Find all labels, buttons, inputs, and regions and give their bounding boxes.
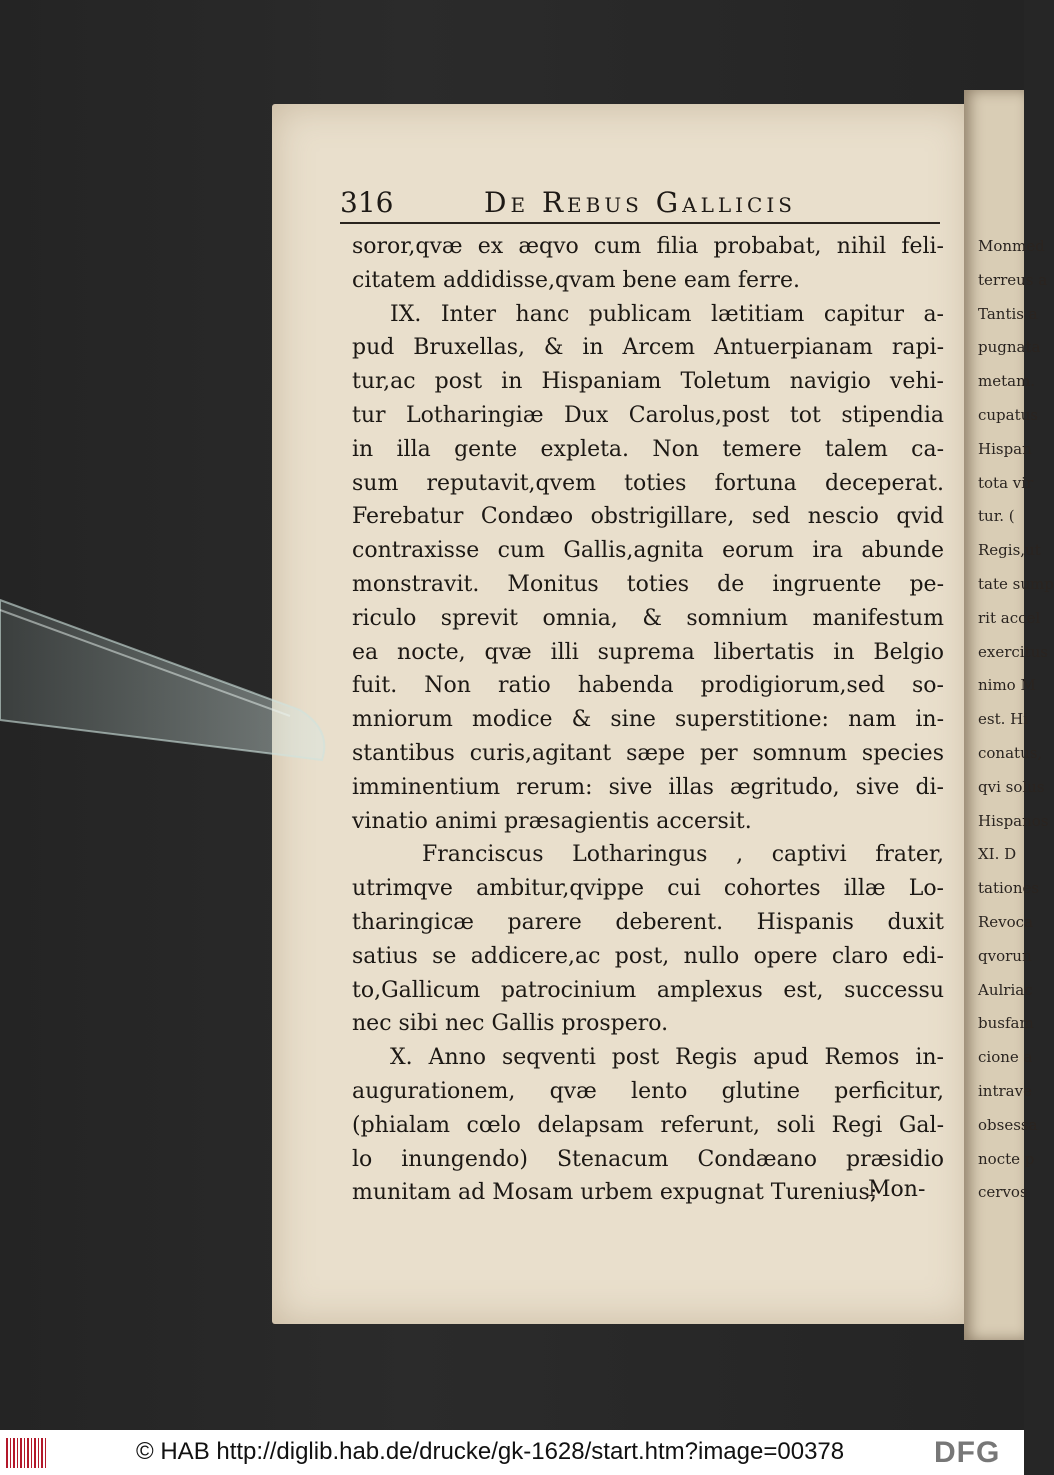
text-line: tur Lotharingiæ Dux Carolus,post tot stipendia	[352, 402, 944, 428]
text-line: sum reputavit,qvem toties fortuna deceperat.	[352, 470, 944, 496]
text-line: riculo sprevit omnia, & somnium manifestum	[352, 605, 944, 631]
running-head: De Rebus Gallicis	[484, 186, 796, 219]
text-line: soror,qvæ ex æqvo cum filia probabat, nihil feli-	[352, 234, 944, 259]
facing-text-line: qvi solus	[978, 777, 1045, 796]
text-line: Franciscus Lotharingus , captivi frater,	[422, 842, 944, 868]
text-line: mniorum modice & sine superstitione: nam in-	[352, 707, 944, 733]
facing-text-line: Regis,ut	[978, 541, 1041, 560]
facing-text-line: Tantis a	[978, 304, 1038, 323]
facing-text-line: busfam	[978, 1014, 1034, 1033]
footer-bar	[0, 1430, 1024, 1475]
text-line: imminentium rerum: sive illas ægritudo, sive di-	[352, 774, 944, 800]
text-line: X. Anno seqventi post Regis apud Remos in-	[390, 1045, 944, 1071]
facing-text-line: tur. (	[978, 507, 1015, 526]
text-line: monstravit. Monitus toties de ingruente pe-	[352, 571, 944, 597]
text-line: to,Gallicum patrocinium amplexus est, successu	[352, 977, 944, 1003]
facing-text-line: cervos	[978, 1183, 1028, 1202]
facing-text-line: metam.	[978, 372, 1036, 391]
facing-text-line: tationes	[978, 879, 1040, 898]
facing-text-line: qvorun	[978, 946, 1032, 965]
text-line: contraxisse cum Gallis,agnita eorum ira abunde	[352, 538, 944, 564]
facing-text-line: tate sump	[978, 574, 1054, 593]
text-line: Ferebatur Condæo obstrigillare, sed nescio qvid	[352, 504, 944, 530]
text-line: munitam ad Mosam urbem expugnat Turenius;	[352, 1180, 878, 1206]
text-line: augurationem, qvæ lento glutine perficitur,	[352, 1078, 944, 1104]
facing-text-line: Hispanos	[978, 811, 1049, 830]
text-line: in illa gente expleta. Non temere talem ca-	[352, 436, 944, 462]
dfg-logo: DFG	[934, 1436, 1001, 1469]
facing-text-line: Hispan	[978, 439, 1032, 458]
facing-text-line: obsessa	[978, 1115, 1038, 1134]
facing-text-line: terreus a	[978, 270, 1048, 289]
text-line: citatem addidisse,qvam bene eam ferre.	[352, 267, 801, 293]
facing-text-line: XI. D	[978, 845, 1017, 864]
facing-text-line: Revoca	[978, 912, 1034, 931]
facing-text-line: pugnata	[978, 338, 1041, 357]
header-rule	[340, 222, 940, 224]
page-text	[352, 230, 944, 1210]
facing-text-line: nimo M	[978, 676, 1036, 695]
facing-page-text	[978, 230, 1054, 1210]
text-line: ea nocte, qvæ illi suprema libertatis in Belgio	[352, 639, 944, 665]
text-line: stantibus curis,agitant sæpe per somnum species	[352, 740, 944, 766]
text-line: fuit. Non ratio habenda prodigiorum,sed so-	[352, 673, 944, 699]
facing-text-line: rit accel	[978, 608, 1041, 627]
page-header	[340, 186, 960, 226]
facing-text-line: exercitus	[978, 642, 1048, 661]
text-line: nec sibi nec Gallis prospero.	[352, 1011, 669, 1037]
facing-text-line: Monmed	[978, 237, 1045, 255]
catchword: Mon-	[868, 1177, 926, 1202]
facing-text-line: cupatus	[978, 405, 1038, 424]
facing-text-line: tota vir	[978, 473, 1034, 492]
facing-text-line: nocte p	[978, 1149, 1035, 1168]
text-line: utrimqve ambitur,qvippe cui cohortes illæ Lo-	[352, 876, 944, 902]
text-line: tharingicæ parere deberent. Hispanis duxit	[352, 909, 944, 935]
facing-text-line: est. Hi	[978, 710, 1029, 729]
text-line: satius se addicere,ac post, nullo opere claro edi-	[352, 943, 944, 969]
text-line: vinatio animi præsagientis accersit.	[352, 808, 752, 834]
page-number: 316	[340, 186, 394, 219]
attribution-text: © HAB http://diglib.hab.de/drucke/gk-1628/start.htm?image=00378	[136, 1438, 845, 1465]
text-line: tur,ac post in Hispaniam Toletum navigio vehi-	[352, 369, 944, 395]
facing-text-line: intrave	[978, 1081, 1032, 1100]
text-line: pud Bruxellas, & in Arcem Antuerpianam rapi-	[352, 335, 944, 361]
text-line: IX. Inter hanc publicam lætitiam capitur a-	[390, 301, 944, 327]
text-line: (phialam cœlo delapsam referunt, soli Regi Gal-	[352, 1112, 944, 1138]
facing-text-line: Aulriac	[978, 980, 1033, 999]
facing-text-line: cione a	[978, 1048, 1033, 1067]
text-line: lo inungendo) Stenacum Condæano præsidio	[352, 1146, 944, 1172]
facing-text-line: conatus,	[978, 743, 1043, 762]
hab-barcode-logo	[6, 1438, 46, 1468]
